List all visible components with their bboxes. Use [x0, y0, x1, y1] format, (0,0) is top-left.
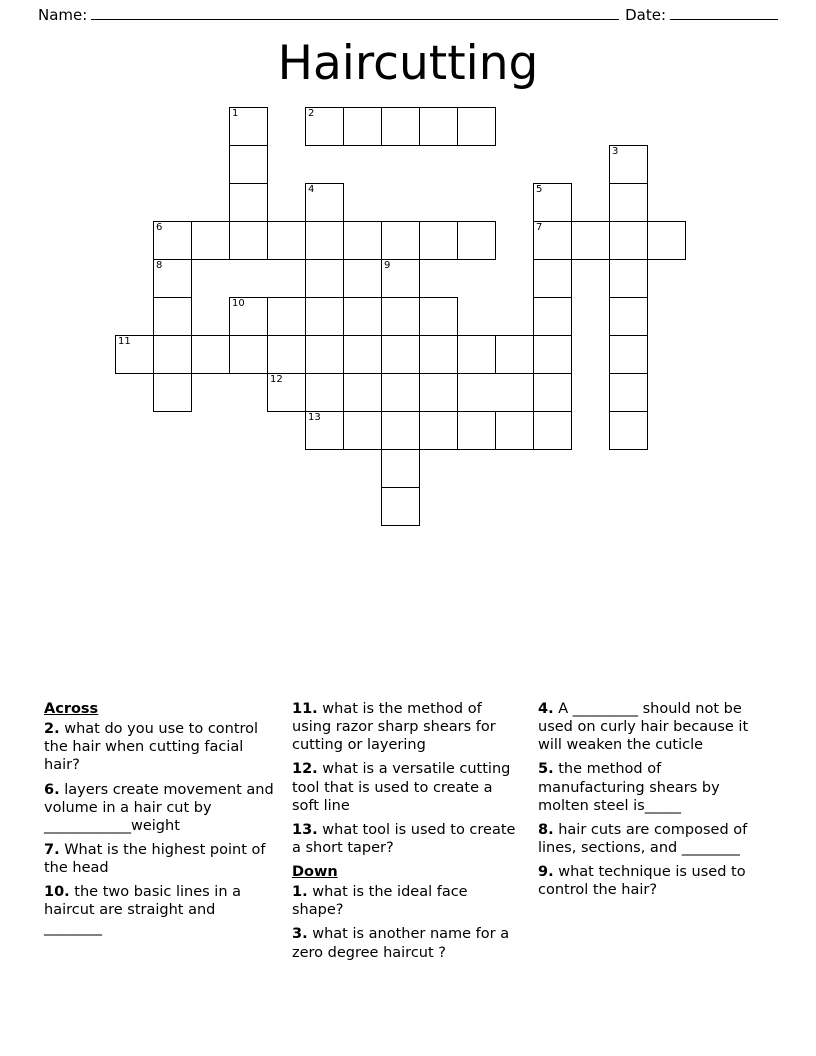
- crossword-cell[interactable]: [343, 221, 382, 260]
- crossword-cell[interactable]: [647, 221, 686, 260]
- student-info-header: [38, 6, 778, 24]
- cell-number: 2: [308, 108, 315, 119]
- crossword-cell[interactable]: [381, 107, 420, 146]
- crossword-cell[interactable]: [305, 221, 344, 260]
- crossword-cell[interactable]: [229, 183, 268, 222]
- crossword-cell[interactable]: [305, 259, 344, 298]
- clue-number: 8.: [538, 821, 554, 838]
- crossword-cell[interactable]: [533, 183, 572, 222]
- crossword-cell[interactable]: [457, 335, 496, 374]
- cell-number: 1: [232, 108, 239, 119]
- crossword-cell[interactable]: [533, 373, 572, 412]
- clues-column-1: [44, 700, 274, 968]
- crossword-cell[interactable]: [495, 411, 534, 450]
- crossword-cell[interactable]: [343, 297, 382, 336]
- clue-across-10: [44, 883, 274, 937]
- clue-number: 11.: [292, 701, 318, 717]
- clue-number: 6.: [44, 781, 60, 798]
- clue-text: what is a versatile cutting tool that is used to create a soft line: [292, 761, 511, 814]
- cell-number: 7: [536, 222, 543, 233]
- crossword-cell[interactable]: [381, 297, 420, 336]
- crossword-cell[interactable]: [495, 335, 534, 374]
- clue-number: 9.: [538, 864, 554, 880]
- cell-number: 4: [308, 184, 315, 195]
- crossword-cell[interactable]: [381, 449, 420, 488]
- cell-number: 3: [612, 146, 619, 157]
- crossword-cell[interactable]: [609, 373, 648, 412]
- clue-text: layers create movement and volume in a hair cut by ____________weight: [44, 781, 274, 834]
- cell-number: 11: [118, 336, 131, 347]
- cell-number: 10: [232, 298, 245, 309]
- crossword-cell[interactable]: [381, 411, 420, 450]
- crossword-cell[interactable]: [457, 107, 496, 146]
- crossword-cell[interactable]: [381, 373, 420, 412]
- crossword-cell[interactable]: [229, 297, 268, 336]
- crossword-cell[interactable]: [381, 221, 420, 260]
- crossword-cell[interactable]: [229, 335, 268, 374]
- crossword-cell[interactable]: [305, 107, 344, 146]
- clue-text: what tool is used to create a short taper?: [292, 821, 516, 856]
- crossword-cell[interactable]: [609, 259, 648, 298]
- clue-number: 7.: [44, 841, 60, 858]
- date-write-line[interactable]: [670, 6, 778, 20]
- clue-down-3: [292, 925, 520, 961]
- clue-across-6: [44, 781, 274, 835]
- crossword-cell[interactable]: [229, 221, 268, 260]
- crossword-cell[interactable]: [609, 297, 648, 336]
- crossword-cell[interactable]: [267, 335, 306, 374]
- clue-text: what is the ideal face shape?: [292, 884, 468, 919]
- clue-down-4: [538, 700, 770, 754]
- crossword-cell[interactable]: [153, 221, 192, 260]
- crossword-cell[interactable]: [305, 297, 344, 336]
- crossword-cell[interactable]: [153, 259, 192, 298]
- crossword-cell[interactable]: [191, 335, 230, 374]
- crossword-cell[interactable]: [153, 373, 192, 412]
- clue-across-12: [292, 760, 520, 814]
- crossword-cell[interactable]: [343, 107, 382, 146]
- clue-text: the two basic lines in a haircut are straight and ________: [44, 884, 242, 937]
- clue-number: 12.: [292, 761, 318, 778]
- clue-across-13: [292, 821, 520, 857]
- clue-down-8: [538, 821, 770, 857]
- crossword-cell[interactable]: [571, 221, 610, 260]
- crossword-cell[interactable]: [343, 335, 382, 374]
- crossword-cell[interactable]: [305, 335, 344, 374]
- clue-text: the method of manufacturing shears by molten steel is_____: [538, 761, 720, 814]
- crossword-cell[interactable]: [419, 221, 458, 260]
- crossword-cell[interactable]: [609, 411, 648, 450]
- clue-number: 10.: [44, 884, 70, 901]
- crossword-cell[interactable]: [419, 411, 458, 450]
- cell-number: 8: [156, 260, 163, 271]
- crossword-grid[interactable]: [115, 107, 715, 697]
- crossword-cell[interactable]: [609, 183, 648, 222]
- clue-down-1: [292, 883, 520, 919]
- crossword-cell[interactable]: [609, 221, 648, 260]
- crossword-cell[interactable]: [457, 411, 496, 450]
- crossword-cell[interactable]: [267, 297, 306, 336]
- clue-across-11: [292, 700, 520, 754]
- page-title: Haircutting: [277, 36, 539, 91]
- crossword-cell[interactable]: [533, 259, 572, 298]
- crossword-cell[interactable]: [533, 221, 572, 260]
- crossword-cell[interactable]: [533, 335, 572, 374]
- cell-number: 5: [536, 184, 543, 195]
- crossword-cell[interactable]: [191, 221, 230, 260]
- crossword-cell[interactable]: [153, 297, 192, 336]
- clue-text: A _________ should not be used on curly hair because it will weaken the cuticle: [538, 701, 749, 754]
- clue-text: hair cuts are composed of lines, sections, and ________: [538, 821, 748, 856]
- crossword-cell[interactable]: [305, 411, 344, 450]
- crossword-cell[interactable]: [419, 107, 458, 146]
- clue-text: what is another name for a zero degree haircut ?: [292, 926, 510, 961]
- clue-number: 2.: [44, 721, 60, 738]
- crossword-cell[interactable]: [229, 107, 268, 146]
- crossword-cell[interactable]: [533, 411, 572, 450]
- name-write-line[interactable]: [91, 6, 619, 20]
- cell-number: 6: [156, 222, 163, 233]
- date-label: Date:: [625, 6, 666, 24]
- across-heading: Across: [44, 701, 99, 717]
- crossword-cell[interactable]: [381, 259, 420, 298]
- crossword-cell[interactable]: [305, 183, 344, 222]
- clue-number: 13.: [292, 821, 318, 838]
- clues-section: [44, 700, 774, 968]
- name-label: Name:: [38, 6, 88, 24]
- crossword-cell[interactable]: [381, 335, 420, 374]
- crossword-cell[interactable]: [343, 373, 382, 412]
- clue-across-2: [44, 720, 274, 774]
- crossword-cell[interactable]: [609, 145, 648, 184]
- crossword-cell[interactable]: [609, 335, 648, 374]
- cell-number: 12: [270, 374, 283, 385]
- crossword-cell[interactable]: [381, 487, 420, 526]
- clue-text: What is the highest point of the head: [44, 841, 266, 876]
- cell-number: 9: [384, 260, 391, 271]
- crossword-cell[interactable]: [419, 335, 458, 374]
- clue-number: 1.: [292, 884, 308, 901]
- clue-text: what technique is used to control the hair?: [538, 864, 746, 899]
- clue-number: 5.: [538, 761, 554, 778]
- down-heading: Down: [292, 864, 338, 880]
- clue-text: what is the method of using razor sharp shears for cutting or layering: [292, 701, 496, 754]
- clues-column-3: [538, 700, 770, 968]
- clue-number: 4.: [538, 701, 554, 717]
- cell-number: 13: [308, 412, 321, 423]
- crossword-cell[interactable]: [153, 335, 192, 374]
- crossword-cell[interactable]: [343, 411, 382, 450]
- crossword-cell[interactable]: [115, 335, 154, 374]
- crossword-cell[interactable]: [229, 145, 268, 184]
- crossword-cell[interactable]: [419, 373, 458, 412]
- clue-down-9: [538, 863, 770, 899]
- crossword-cell[interactable]: [457, 221, 496, 260]
- clue-number: 3.: [292, 926, 308, 943]
- crossword-cell[interactable]: [419, 297, 458, 336]
- crossword-cell[interactable]: [267, 373, 306, 412]
- clues-column-2: [292, 700, 520, 968]
- clue-across-7: [44, 841, 274, 877]
- clue-text: what do you use to control the hair when cutting facial hair?: [44, 721, 259, 774]
- crossword-cell[interactable]: [533, 297, 572, 336]
- crossword-cell[interactable]: [267, 221, 306, 260]
- clue-down-5: [538, 760, 770, 814]
- crossword-cell[interactable]: [305, 373, 344, 412]
